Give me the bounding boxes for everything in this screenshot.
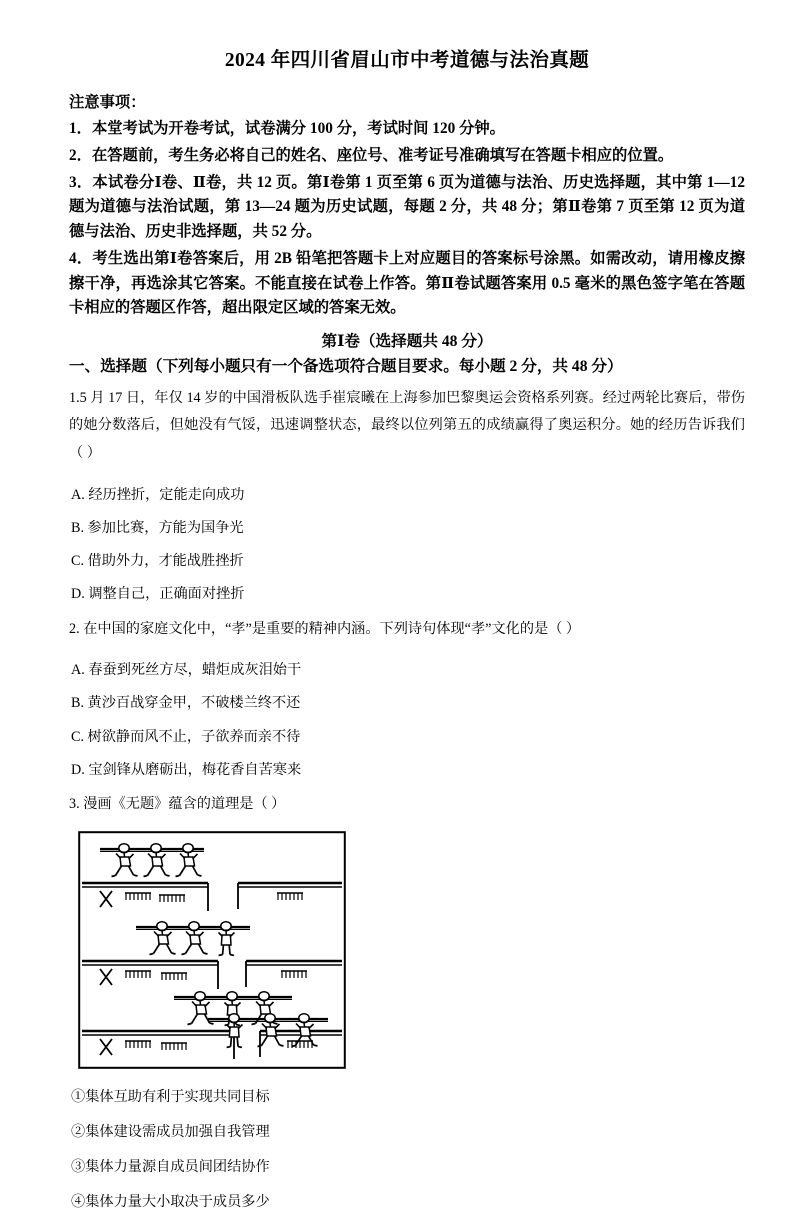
question-3-statement-3[interactable]: ③集体力量源自成员间团结协作 xyxy=(71,1159,270,1176)
question-1 xyxy=(69,385,745,602)
question-3-stem: 3. 漫画《无题》蕴含的道理是（ ） xyxy=(69,796,286,813)
question-2-option-a[interactable]: A. 春蚕到死丝方尽，蜡炬成灰泪始干 xyxy=(71,662,302,679)
page-title: 2024 年四川省眉山市中考道德与法治真题 xyxy=(224,50,590,71)
notice-section xyxy=(69,91,745,321)
question-3 xyxy=(69,791,745,1210)
question-2-option-d[interactable]: D. 宝剑锋从磨砺出，梅花香自苦寒来 xyxy=(71,761,302,778)
question-3-statement-4[interactable]: ④集体力量大小取决于成员多少 xyxy=(71,1194,270,1210)
volume-heading: 第Ⅰ卷（选择题共 48 分） xyxy=(321,333,493,351)
question-3-figure xyxy=(69,831,745,1069)
question-1-option-d[interactable]: D. 调整自己，正确面对挫折 xyxy=(71,586,245,603)
question-1-option-b[interactable]: B. 参加比赛，方能为国争光 xyxy=(71,519,244,536)
notice-item-2: 2．在答题前，考生务必将自己的姓名、座位号、准考证号准确填写在答题卡相应的位置。 xyxy=(69,146,674,164)
notice-heading: 注意事项： xyxy=(69,94,146,112)
question-2-stem: 2. 在中国的家庭文化中，“孝”是重要的精神内涵。下列诗句体现“孝”文化的是（ ） xyxy=(69,620,581,637)
cartoon-illustration xyxy=(78,831,346,1069)
question-1-stem: 1.5 月 17 日，年仅 14 岁的中国滑板队选手崔宸曦在上海参加巴黎奥运会资格系列赛。经过两轮比赛后，带伤的她分数落后，但她没有气馁，迅速调整状态，最终以位列第五的成绩赢得了奥运积分。她的经历告诉我们（ ） xyxy=(69,389,745,462)
question-1-option-c[interactable]: C. 借助外力，才能战胜挫折 xyxy=(71,553,244,570)
notice-item-3: 3．本试卷分Ⅰ卷、Ⅱ卷，共 12 页。第Ⅰ卷第 1 页至第 6 页为道德与法治、历史选择题，其中第 1—12 题为道德与法治试题，第 13—24 题为历史试题，每题 2 分，共 48 分；第Ⅱ卷第 7 页至第 12 页为道德与法治、历史非选择题，共 52 分。 xyxy=(69,173,745,241)
question-2 xyxy=(69,616,745,778)
notice-item-1: 1．本堂考试为开卷考试，试卷满分 100 分，考试时间 120 分钟。 xyxy=(69,120,505,138)
notice-item-4: 4．考生选出第Ⅰ卷答案后，用 2B 铅笔把答题卡上对应题目的答案标号涂黑。如需改动，请用橡皮擦擦干净，再选涂其它答案。不能直接在试卷上作答。第Ⅱ卷试题答案用 0.5 毫米的黑色签字笔在答题卡相应的答题区作答，超出限定区域的答案无效。 xyxy=(69,249,745,317)
page-content xyxy=(69,0,745,1210)
section-heading-choice: 一、选择题（下列每小题只有一个备选项符合题目要求。每小题 2 分，共 48 分） xyxy=(69,357,623,375)
question-2-option-c[interactable]: C. 树欲静而风不止，子欲养而亲不待 xyxy=(71,728,301,745)
question-3-statement-1[interactable]: ①集体互助有利于实现共同目标 xyxy=(71,1088,270,1105)
question-2-option-b[interactable]: B. 黄沙百战穿金甲，不破楼兰终不还 xyxy=(71,695,301,712)
question-3-statement-2[interactable]: ②集体建设需成员加强自我管理 xyxy=(71,1123,270,1140)
question-1-option-a[interactable]: A. 经历挫折，定能走向成功 xyxy=(71,486,245,503)
